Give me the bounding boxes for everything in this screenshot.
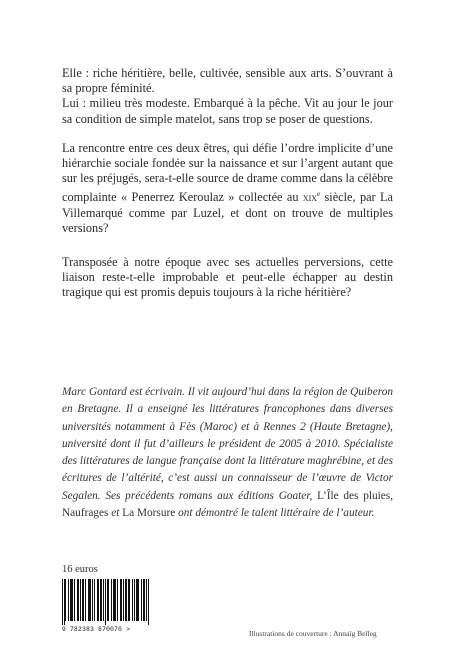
bio-text-b: ont démontré le talent littéraire de l’auteur. [175,507,375,520]
barcode-bar [136,579,137,621]
blurb-p3: Transposée à notre époque avec ses actuelles perversions, cette liaison reste-t-elle improbable et peut-elle échapper au destin tragique qui est promis depuis toujours à la riche héritière? [62,255,393,300]
barcode-bar [101,579,102,621]
barcode-bar [85,579,86,621]
barcode-bar [114,579,115,621]
barcode-bar [103,579,104,621]
barcode-bar [80,579,81,621]
barcode-bar [143,579,144,621]
barcode-bar [105,579,106,625]
barcode-bar [141,579,142,621]
author-bio [62,384,393,522]
barcode-bar [125,579,126,621]
barcode-bar [148,579,149,625]
century-superscript: e [317,189,321,198]
barcode-bar [90,579,91,621]
barcode-bar [82,579,83,621]
bio-text-a: Marc Gontard est écrivain. Il vit aujourd’hui dans la région de Quiberon en Bretagne. Il a enseigné les littératures francophones dans diverses universités notamment à Fès (Maroc) et à Rennes 2 (Haute Bretagne), université dont il fut d’ailleurs le président de 2005 à 2010. Spécialiste des littératures de langue française dont la littérature maghrébine, et des écritures de l’altérité, c’est aussi un connaisseur de l’œuvre de Victor Segalen. Ses précédents romans aux éditions Goater, [62,386,393,502]
barcode-bar [83,579,84,621]
barcode-bar [100,579,101,621]
blurb-p2-text-a: La rencontre entre ces deux êtres, qui défie l’ordre implicite d’une hiérarchie sociale fondée sur la naissance et sur l’argent autant que sur les préjugés, sera-t-elle source de drame comme dans la célèbre complainte « Penerrez Keroulaz » collectée au [62,141,393,204]
barcode-bar [126,579,127,621]
barcode-bar [113,579,114,621]
barcode-bar [123,579,124,621]
barcode-bar [120,579,121,621]
blurb-elle: Elle : riche héritière, belle, cultivée, sensible aux arts. S’ouvrant à sa propre féminité. [62,66,393,96]
price-label: 16 euros [62,564,98,575]
barcode-bar [88,579,89,621]
barcode-bar [94,579,95,621]
cover-credits: Illustrations de couverture : Annaïg Belleg [249,629,377,638]
barcode-bar [70,579,71,621]
barcode-bar [89,579,90,621]
barcode-bar [98,579,99,621]
barcode-bar [132,579,133,621]
isbn-number: 9 782383 670070 > [62,626,131,633]
blurb-lui: Lui : milieu très modeste. Embarqué à la pêche. Vit au jour le jour sa condition de simple matelot, sans trop se poser de questions. [62,96,393,126]
barcode-bar [97,579,98,621]
barcode-bar [62,579,63,625]
barcode-bar [68,579,69,621]
barcode-bar [107,579,108,621]
barcode-block [62,579,152,633]
barcode-bar [71,579,72,621]
barcode-bar [128,579,129,621]
barcode-bar [121,579,122,621]
bio-sep-1: , [390,489,394,502]
barcode-bar [72,579,73,621]
bio-sep-2: et [108,507,123,520]
barcode-bar [115,579,116,621]
barcode-bar [111,579,112,621]
barcode-bar [92,579,93,621]
barcode-bar [137,579,138,621]
barcode-bar [78,579,79,621]
blurb-p2-text-b: siècle, par La Villemarqué comme par Luzel, et dont on trouve de multiples versions? [62,189,393,236]
blurb-paragraph-2 [62,141,393,236]
century-numeral: xix [302,191,318,204]
blurb-characters [62,66,393,127]
blurb-paragraph-3 [62,255,393,301]
barcode-bar [117,579,118,621]
book-title-2: Naufrages [62,507,109,520]
barcode-bar [138,579,139,621]
barcode-bar [65,579,66,621]
barcode-bar [64,579,65,625]
barcode-bar [146,579,147,621]
barcode-bar [108,579,109,621]
book-title-1: L’Île des pluies [317,489,391,502]
barcode-bar [144,579,145,621]
barcode-bar [74,579,75,621]
barcode-graphic [62,579,150,625]
barcode-bar [134,579,135,621]
book-title-3: La Morsure [122,507,176,520]
barcode-bar [129,579,130,621]
barcode-bar [77,579,78,621]
